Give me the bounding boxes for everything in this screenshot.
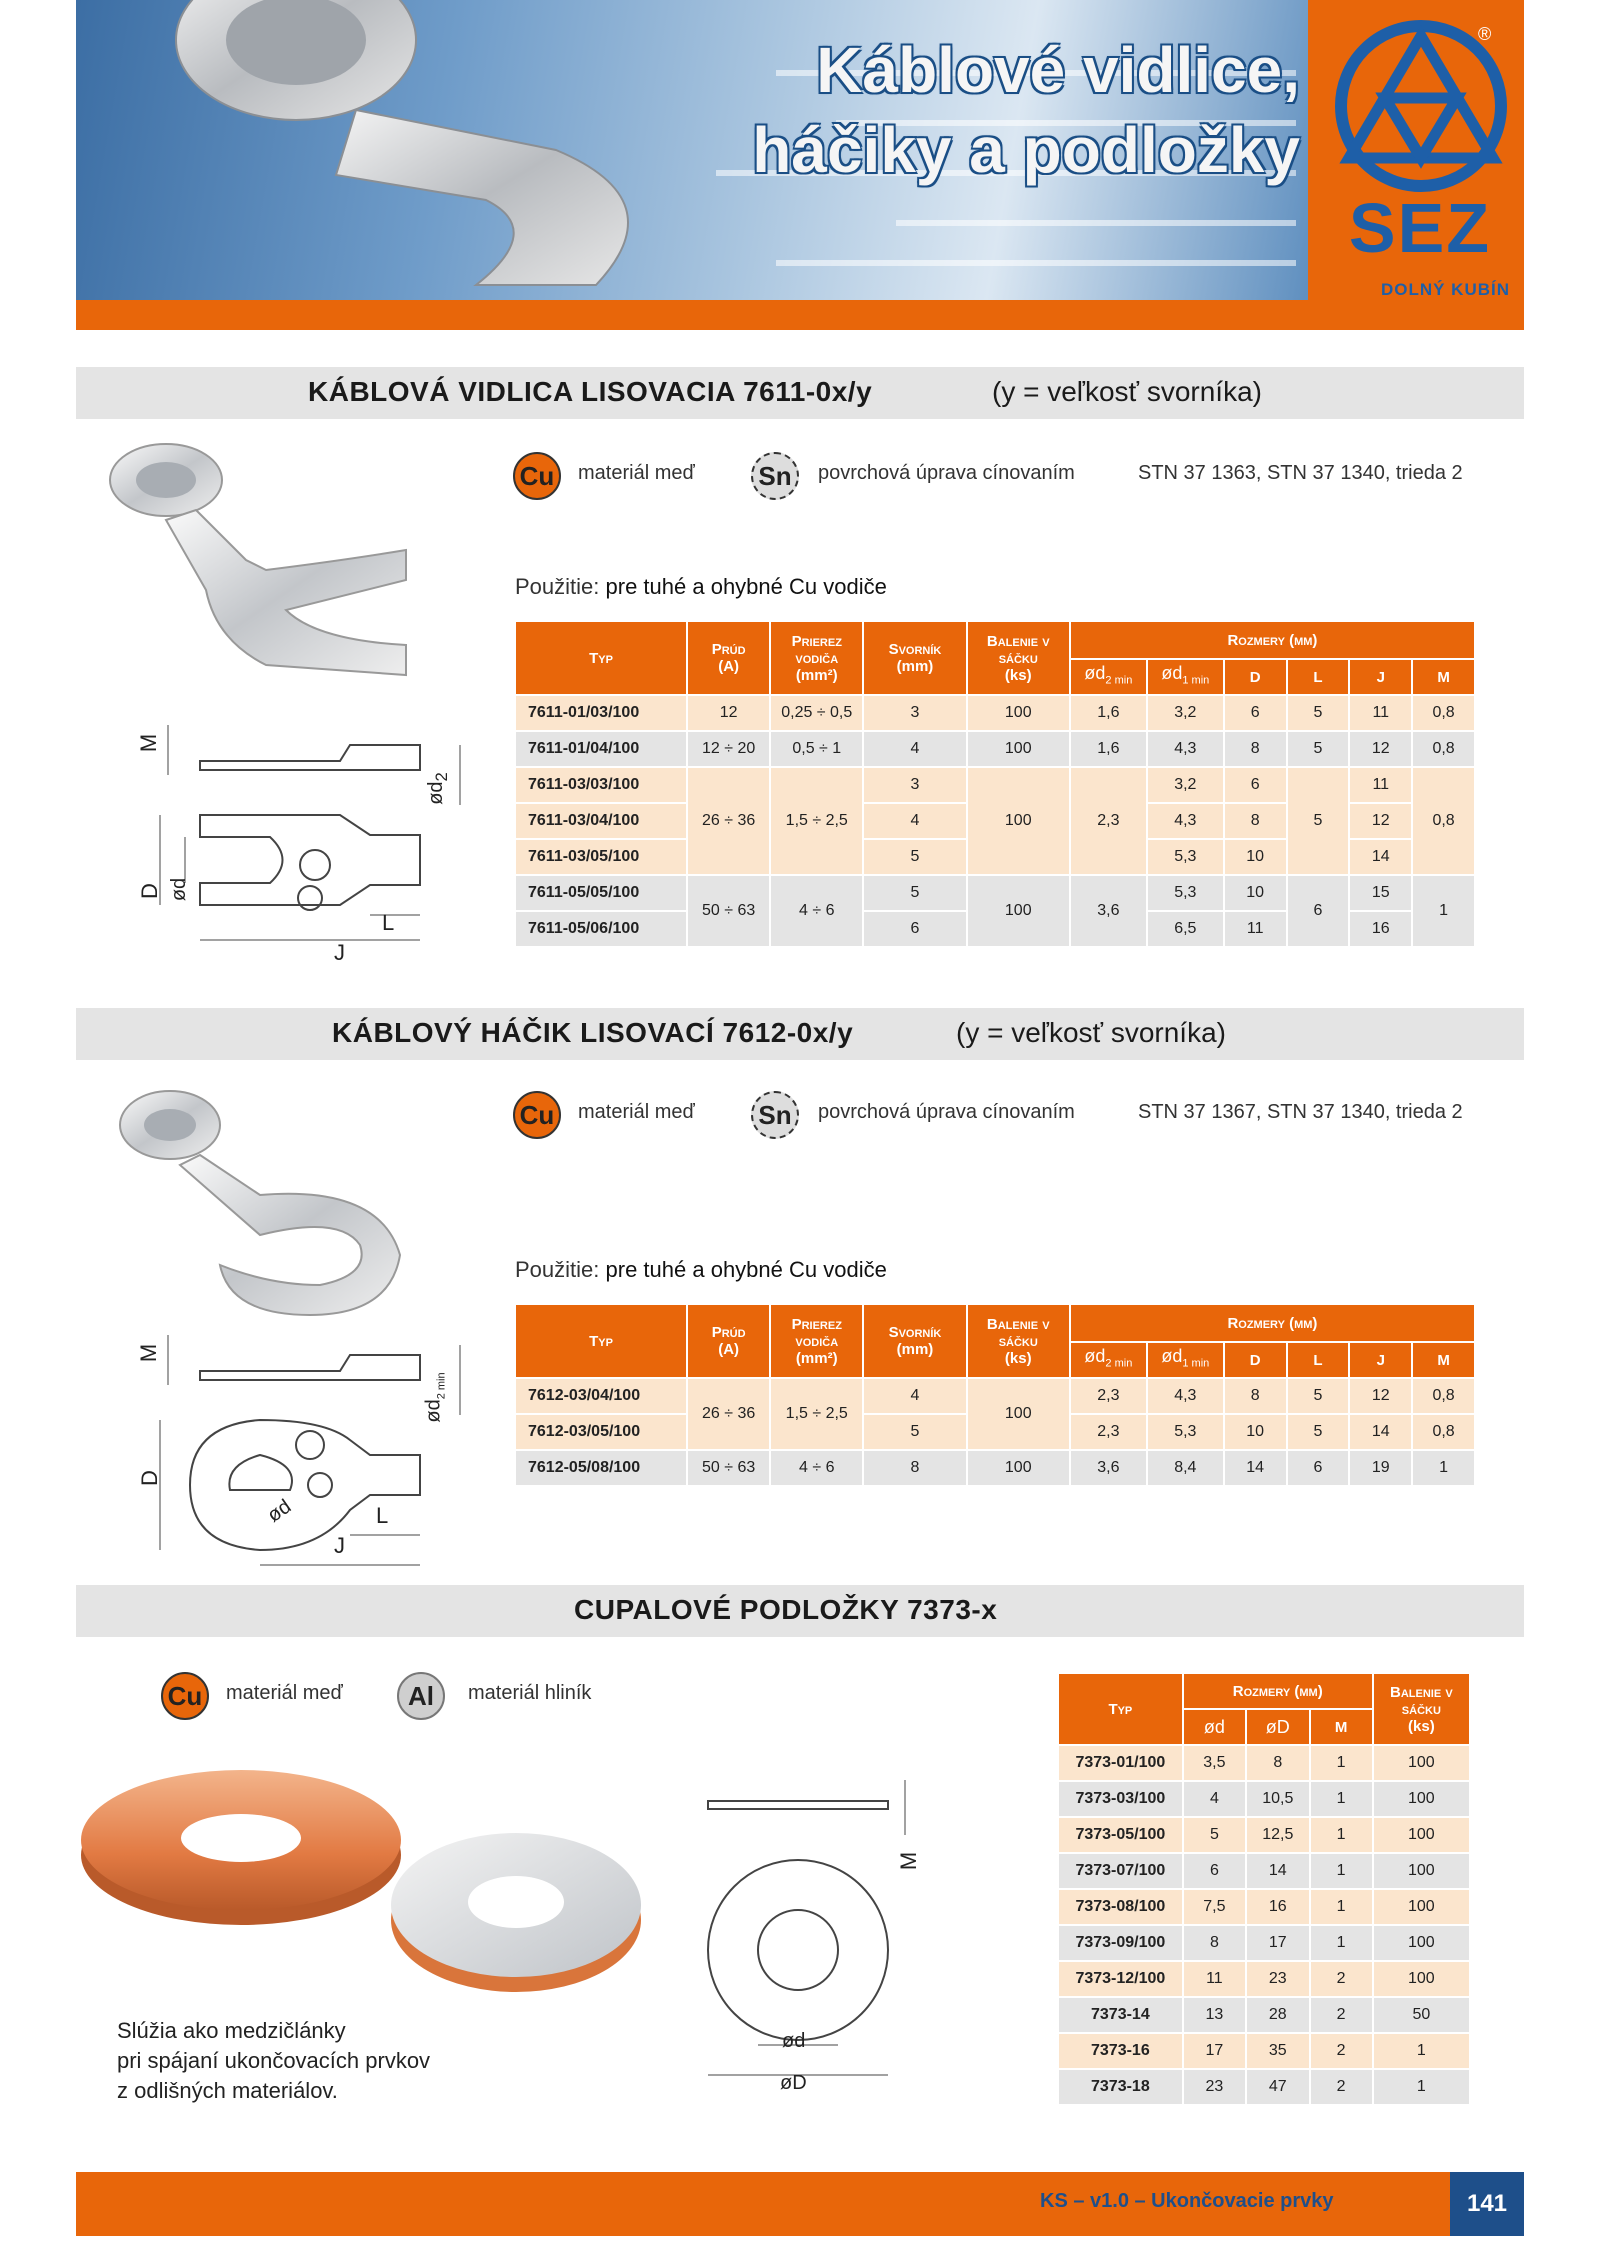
ring-hook-drawing: [150, 1325, 490, 1585]
table-row: 7612-03/05/100 5 2,3 5,3 10 5 14 0,8: [515, 1414, 1475, 1450]
col-prud: Prúd (A): [687, 621, 770, 695]
footer-text: KS – v1.0 – Ukončovacie prvky: [1040, 2190, 1334, 2212]
dim-od2-sub-2: 2 min: [435, 1372, 448, 1400]
col-j: J: [1349, 659, 1412, 695]
dim-l-label-2: L: [376, 1503, 389, 1528]
washer-drawing: [705, 1775, 925, 2095]
fork-lug-illustration: [156, 0, 756, 300]
table-row: 7373-16 17 35 2 1: [1058, 2033, 1470, 2069]
col-od1-2: $ød_{1 min}$: [1147, 1342, 1224, 1378]
header-orange-band: [76, 300, 1524, 330]
dim-m-label-2: M: [136, 1343, 162, 1363]
col-od2-2: $ød_{2 min}$: [1070, 1342, 1147, 1378]
table-row: 7611-03/03/100 26 ÷ 36 1,5 ÷ 2,5 3 100 2,3 3,2 6 5 11 0,8: [515, 767, 1475, 803]
col-od-3: ød: [1183, 1709, 1246, 1745]
page-title: [752, 30, 1300, 190]
material-al-badge: Al: [397, 1672, 445, 1720]
sez-logo-emblem-icon: [1333, 18, 1513, 198]
table-row: 7373-08/100 7,5 16 1 100: [1058, 1889, 1470, 1925]
dim-od-label-3: ød: [782, 2030, 806, 2052]
col-typ: Typ: [515, 621, 687, 695]
section1-table: [514, 620, 1476, 948]
page-title-line2: háčiky a podložky: [752, 114, 1300, 186]
dim-d-label-2: D: [136, 1470, 162, 1486]
dim-od2-label-2: [423, 1372, 448, 1422]
page-title-line1: Káblové vidlice,: [816, 34, 1300, 106]
col-l-2: L: [1287, 1342, 1350, 1378]
table-row: 7612-03/04/100 26 ÷ 36 1,5 ÷ 2,5 4 100 2,3 4,3 8 5 12 0,8: [515, 1378, 1475, 1414]
section1-use-value: pre tuhé a ohybné Cu vodiče: [605, 574, 887, 599]
washers-photo: [76, 1770, 636, 2030]
col-rozmery-2: Rozmery (mm): [1070, 1304, 1475, 1342]
material-cu-badge-2: Cu: [513, 1091, 561, 1139]
dim-j-label-2: J: [334, 1533, 345, 1558]
col-rozmery: Rozmery (mm): [1070, 621, 1475, 659]
material-cu-text: materiál meď: [578, 462, 695, 484]
dim-m-label: M: [136, 733, 162, 753]
table-row: 7373-05/100 5 12,5 1 100: [1058, 1817, 1470, 1853]
material-sn-text: povrchová úprava cínovaním: [818, 462, 1075, 484]
col-balenie-3: Balenie v sáčku (ks): [1373, 1673, 1470, 1745]
note-line3: z odlišných materiálov.: [117, 2078, 338, 2103]
section1-title: KÁBLOVÁ VIDLICA LISOVACIA 7611-0x/y: [308, 376, 873, 407]
section2-title-bar: [76, 1008, 1524, 1060]
col-balenie: Balenie v sáčku (ks): [967, 621, 1070, 695]
col-d-2: D: [1224, 1342, 1287, 1378]
material-cu-badge: Cu: [513, 452, 561, 500]
dim-d-label: D: [136, 883, 162, 899]
col-typ-2: Typ: [515, 1304, 687, 1378]
dim-od2-text: ød: [424, 781, 447, 805]
section2-standard: STN 37 1367, STN 37 1340, trieda 2: [1138, 1101, 1463, 1123]
section1-title-bar: [76, 367, 1524, 419]
logo-subtitle: DOLNÝ KUBÍN: [1380, 280, 1510, 299]
material-cu-badge-3: Cu: [161, 1672, 209, 1720]
dim-m-label-3: M: [896, 1851, 922, 1871]
table-row: 7611-03/05/100 5 5,3 10 14: [515, 839, 1475, 875]
table-row: 7373-18 23 47 2 1: [1058, 2069, 1470, 2105]
section3-title-bar: [76, 1585, 1524, 1637]
col-svornik: Svorník (mm): [863, 621, 966, 695]
section2-table: [514, 1303, 1476, 1487]
note-line2: pri spájaní ukončovacích prvkov: [117, 2048, 431, 2073]
section3-title: CUPALOVÉ PODLOŽKY 7373-x: [574, 1594, 998, 1625]
section1-use: [515, 574, 887, 600]
note-line1: Slúžia ako medzičlánky: [117, 2018, 346, 2043]
col-m-2: M: [1412, 1342, 1475, 1378]
col-d: D: [1224, 659, 1287, 695]
section2-use: [515, 1257, 887, 1283]
dim-od2-text-2: ød: [422, 1399, 445, 1423]
col-balenie-2: Balenie v sáčku (ks): [967, 1304, 1070, 1378]
table-row: 7611-01/03/100 12 0,25 ÷ 0,5 3 100 1,6 3,2 6 5 11 0,8: [515, 695, 1475, 731]
table-row: 7373-03/100 4 10,5 1 100: [1058, 1781, 1470, 1817]
dim-od2-label: [425, 772, 452, 805]
table-row: 7373-09/100 8 17 1 100: [1058, 1925, 1470, 1961]
dim-od-label-2: ød: [263, 1495, 296, 1527]
material-sn-badge: Sn: [751, 452, 799, 500]
material-cu-text-3: materiál meď: [226, 1682, 343, 1704]
table-row: 7373-07/100 6 14 1 100: [1058, 1853, 1470, 1889]
col-m: M: [1412, 659, 1475, 695]
table-row: 7373-12/100 11 23 2 100: [1058, 1961, 1470, 1997]
col-prierez: Prierez vodiča (mm²): [770, 621, 863, 695]
section2-subtitle: (y = veľkosť svorníka): [956, 1017, 1226, 1048]
table-row: 7373-01/100 3,5 8 1 100: [1058, 1745, 1470, 1781]
material-cu-text-2: materiál meď: [578, 1101, 695, 1123]
dim-j-label: J: [334, 940, 345, 965]
material-sn-text-2: povrchová úprava cínovaním: [818, 1101, 1075, 1123]
col-od2: $ød_{2 min}$: [1070, 659, 1147, 695]
col-od1: $ød_{1 min}$: [1147, 659, 1224, 695]
logo-text: SEZ: [1348, 189, 1492, 267]
registered-mark: ®: [1478, 24, 1492, 44]
section3-note: [117, 2016, 430, 2106]
dim-oD-label-3: øD: [780, 2072, 807, 2094]
col-j-2: J: [1349, 1342, 1412, 1378]
section1-use-label: Použitie:: [515, 574, 600, 599]
col-prud-2: Prúd (A): [687, 1304, 770, 1378]
col-svornik-2: Svorník (mm): [863, 1304, 966, 1378]
col-prierez-2: Prierez vodiča (mm²): [770, 1304, 863, 1378]
table-row: 7611-05/05/100 50 ÷ 63 4 ÷ 6 5 100 3,6 5,3 10 6 15 1: [515, 875, 1475, 911]
page-number: 141: [1450, 2172, 1524, 2236]
dim-od-label: ød: [168, 877, 191, 902]
material-al-text: materiál hliník: [468, 1682, 592, 1704]
fork-lug-drawing: [150, 715, 490, 975]
material-sn-badge-2: Sn: [751, 1091, 799, 1139]
section2-use-label: Použitie:: [515, 1257, 600, 1282]
dim-od2-sub: 2: [431, 772, 451, 782]
table-row: 7373-14 13 28 2 50: [1058, 1997, 1470, 2033]
section2-use-value: pre tuhé a ohybné Cu vodiče: [605, 1257, 887, 1282]
col-l: L: [1287, 659, 1350, 695]
col-m-3: M: [1310, 1709, 1373, 1745]
section2-title: KÁBLOVÝ HÁČIK LISOVACÍ 7612-0x/y: [332, 1017, 854, 1048]
table-row: 7612-05/08/100 50 ÷ 63 4 ÷ 6 8 100 3,6 8,4 14 6 19 1: [515, 1450, 1475, 1486]
table-row: 7611-05/06/100 6 6,5 11 16: [515, 911, 1475, 947]
col-typ-3: Typ: [1058, 1673, 1183, 1745]
section1-subtitle: (y = veľkosť svorníka): [992, 376, 1262, 407]
col-rozmery-3: Rozmery (mm): [1183, 1673, 1373, 1709]
dim-l-label: L: [382, 910, 395, 935]
section3-table: [1057, 1672, 1471, 2106]
col-oD-3: øD: [1246, 1709, 1309, 1745]
ring-hook-photo: [110, 1085, 410, 1325]
table-row: 7611-01/04/100 12 ÷ 20 0,5 ÷ 1 4 100 1,6 4,3 8 5 12 0,8: [515, 731, 1475, 767]
section1-standard: STN 37 1363, STN 37 1340, trieda 2: [1138, 462, 1463, 484]
table-row: 7611-03/04/100 4 4,3 8 12: [515, 803, 1475, 839]
